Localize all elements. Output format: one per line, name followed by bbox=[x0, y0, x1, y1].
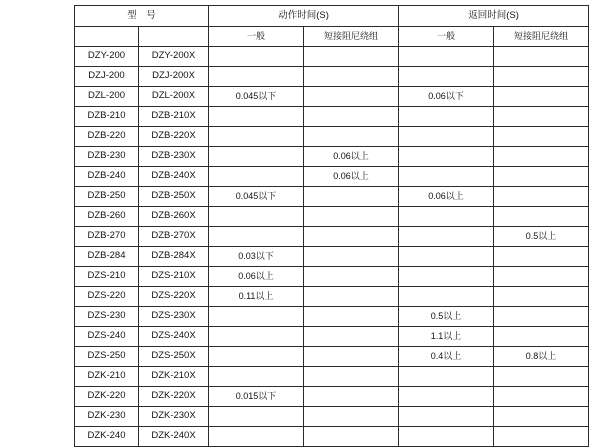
cell-model1: DZB-240 bbox=[75, 167, 139, 187]
header-model-col2 bbox=[139, 27, 209, 47]
cell-model1: DZK-240 bbox=[75, 427, 139, 447]
cell-model1: DZS-220 bbox=[75, 287, 139, 307]
header-return-normal: 一般 bbox=[399, 27, 494, 47]
cell-model2: DZB-240X bbox=[139, 167, 209, 187]
cell-action-damped bbox=[304, 207, 399, 227]
table-row bbox=[75, 227, 589, 247]
cell-return-damped bbox=[494, 187, 589, 207]
cell-action-damped: 0.06以上 bbox=[304, 167, 399, 187]
header-return-damped: 短接阻尼绕组 bbox=[494, 27, 589, 47]
cell-return-damped bbox=[494, 367, 589, 387]
cell-action-damped bbox=[304, 87, 399, 107]
cell-return-normal bbox=[399, 407, 494, 427]
cell-return-normal bbox=[399, 207, 494, 227]
table-header bbox=[75, 6, 589, 47]
table-sub-header-row bbox=[75, 27, 589, 47]
cell-model1: DZS-210 bbox=[75, 267, 139, 287]
table-row bbox=[75, 327, 589, 347]
cell-action-damped bbox=[304, 267, 399, 287]
cell-return-normal bbox=[399, 427, 494, 447]
cell-action-damped bbox=[304, 367, 399, 387]
cell-return-normal bbox=[399, 367, 494, 387]
cell-return-normal: 0.5以上 bbox=[399, 307, 494, 327]
cell-model1: DZK-220 bbox=[75, 387, 139, 407]
cell-model1: DZB-260 bbox=[75, 207, 139, 227]
cell-model2: DZK-240X bbox=[139, 427, 209, 447]
cell-model2: DZY-200X bbox=[139, 47, 209, 67]
table-row bbox=[75, 427, 589, 447]
cell-action-damped bbox=[304, 227, 399, 247]
cell-model2: DZB-270X bbox=[139, 227, 209, 247]
cell-action-normal bbox=[209, 207, 304, 227]
cell-model1: DZB-270 bbox=[75, 227, 139, 247]
cell-return-normal bbox=[399, 47, 494, 67]
header-action-time-group: 动作时间(S) bbox=[209, 6, 399, 27]
cell-model1: DZK-230 bbox=[75, 407, 139, 427]
cell-model2: DZB-230X bbox=[139, 147, 209, 167]
cell-return-normal: 0.06以下 bbox=[399, 87, 494, 107]
cell-return-damped: 0.5以上 bbox=[494, 227, 589, 247]
cell-return-damped bbox=[494, 247, 589, 267]
table-row bbox=[75, 407, 589, 427]
cell-return-normal: 1.1以上 bbox=[399, 327, 494, 347]
cell-model1: DZY-200 bbox=[75, 47, 139, 67]
cell-return-damped bbox=[494, 267, 589, 287]
table-row bbox=[75, 87, 589, 107]
table-body bbox=[75, 47, 589, 447]
cell-action-damped bbox=[304, 347, 399, 367]
cell-action-normal bbox=[209, 307, 304, 327]
cell-return-damped bbox=[494, 47, 589, 67]
cell-model1: DZK-210 bbox=[75, 367, 139, 387]
cell-action-damped bbox=[304, 127, 399, 147]
cell-model2: DZB-210X bbox=[139, 107, 209, 127]
cell-return-damped: 0.8以上 bbox=[494, 347, 589, 367]
cell-action-normal bbox=[209, 47, 304, 67]
cell-model2: DZK-210X bbox=[139, 367, 209, 387]
cell-action-damped bbox=[304, 427, 399, 447]
cell-model2: DZS-240X bbox=[139, 327, 209, 347]
cell-model1: DZS-250 bbox=[75, 347, 139, 367]
cell-action-damped bbox=[304, 107, 399, 127]
relay-timing-table bbox=[74, 5, 589, 447]
cell-model1: DZB-250 bbox=[75, 187, 139, 207]
cell-action-normal bbox=[209, 347, 304, 367]
cell-return-normal bbox=[399, 287, 494, 307]
cell-action-normal: 0.06以上 bbox=[209, 267, 304, 287]
cell-return-normal bbox=[399, 67, 494, 87]
cell-action-normal bbox=[209, 367, 304, 387]
cell-action-damped bbox=[304, 287, 399, 307]
cell-return-normal bbox=[399, 147, 494, 167]
cell-model2: DZS-220X bbox=[139, 287, 209, 307]
cell-model2: DZB-260X bbox=[139, 207, 209, 227]
cell-model2: DZK-220X bbox=[139, 387, 209, 407]
cell-return-normal bbox=[399, 267, 494, 287]
cell-model2: DZK-230X bbox=[139, 407, 209, 427]
cell-return-normal bbox=[399, 247, 494, 267]
cell-action-normal bbox=[209, 327, 304, 347]
cell-action-normal bbox=[209, 127, 304, 147]
cell-action-normal bbox=[209, 427, 304, 447]
cell-model2: DZS-230X bbox=[139, 307, 209, 327]
cell-action-normal bbox=[209, 67, 304, 87]
cell-model2: DZS-250X bbox=[139, 347, 209, 367]
cell-model2: DZS-210X bbox=[139, 267, 209, 287]
table-row bbox=[75, 387, 589, 407]
cell-return-damped bbox=[494, 387, 589, 407]
cell-return-damped bbox=[494, 87, 589, 107]
cell-return-normal: 0.4以上 bbox=[399, 347, 494, 367]
cell-model1: DZS-240 bbox=[75, 327, 139, 347]
cell-model1: DZB-220 bbox=[75, 127, 139, 147]
table-row bbox=[75, 47, 589, 67]
cell-action-normal: 0.045以下 bbox=[209, 187, 304, 207]
table-row bbox=[75, 267, 589, 287]
cell-return-damped bbox=[494, 207, 589, 227]
header-return-time-group: 返回时间(S) bbox=[399, 6, 589, 27]
cell-return-damped bbox=[494, 127, 589, 147]
cell-model2: DZB-250X bbox=[139, 187, 209, 207]
cell-return-normal bbox=[399, 127, 494, 147]
cell-action-damped bbox=[304, 47, 399, 67]
cell-action-normal bbox=[209, 227, 304, 247]
cell-return-normal bbox=[399, 387, 494, 407]
cell-model2: DZB-284X bbox=[139, 247, 209, 267]
cell-action-damped bbox=[304, 327, 399, 347]
cell-model1: DZJ-200 bbox=[75, 67, 139, 87]
header-model-col1 bbox=[75, 27, 139, 47]
cell-return-damped bbox=[494, 67, 589, 87]
cell-action-damped bbox=[304, 307, 399, 327]
cell-return-damped bbox=[494, 427, 589, 447]
table-group-header-row bbox=[75, 6, 589, 27]
cell-model1: DZB-210 bbox=[75, 107, 139, 127]
table-row bbox=[75, 67, 589, 87]
cell-return-damped bbox=[494, 167, 589, 187]
cell-action-damped bbox=[304, 407, 399, 427]
cell-action-normal bbox=[209, 107, 304, 127]
table-row bbox=[75, 367, 589, 387]
cell-return-damped bbox=[494, 307, 589, 327]
cell-return-normal bbox=[399, 227, 494, 247]
table-row bbox=[75, 247, 589, 267]
cell-action-normal bbox=[209, 147, 304, 167]
cell-action-damped bbox=[304, 387, 399, 407]
cell-action-normal: 0.045以下 bbox=[209, 87, 304, 107]
cell-return-damped bbox=[494, 147, 589, 167]
table-row bbox=[75, 107, 589, 127]
table-row bbox=[75, 347, 589, 367]
cell-action-normal bbox=[209, 407, 304, 427]
cell-return-normal: 0.06以上 bbox=[399, 187, 494, 207]
cell-action-normal: 0.11以上 bbox=[209, 287, 304, 307]
cell-action-damped bbox=[304, 187, 399, 207]
cell-action-normal: 0.03以下 bbox=[209, 247, 304, 267]
cell-model1: DZB-230 bbox=[75, 147, 139, 167]
cell-model2: DZL-200X bbox=[139, 87, 209, 107]
table-row bbox=[75, 207, 589, 227]
table-row bbox=[75, 167, 589, 187]
cell-action-damped bbox=[304, 247, 399, 267]
table-row bbox=[75, 287, 589, 307]
cell-action-normal bbox=[209, 167, 304, 187]
table-row bbox=[75, 307, 589, 327]
cell-return-damped bbox=[494, 327, 589, 347]
cell-model1: DZS-230 bbox=[75, 307, 139, 327]
cell-model2: DZJ-200X bbox=[139, 67, 209, 87]
cell-return-damped bbox=[494, 407, 589, 427]
table-row bbox=[75, 127, 589, 147]
cell-action-normal: 0.015以下 bbox=[209, 387, 304, 407]
table-row bbox=[75, 187, 589, 207]
header-action-normal: 一般 bbox=[209, 27, 304, 47]
cell-model1: DZB-284 bbox=[75, 247, 139, 267]
cell-action-damped bbox=[304, 67, 399, 87]
cell-action-damped: 0.06以上 bbox=[304, 147, 399, 167]
cell-return-damped bbox=[494, 107, 589, 127]
cell-return-damped bbox=[494, 287, 589, 307]
cell-return-normal bbox=[399, 167, 494, 187]
table-row bbox=[75, 147, 589, 167]
cell-model1: DZL-200 bbox=[75, 87, 139, 107]
header-action-damped: 短接阻尼绕组 bbox=[304, 27, 399, 47]
cell-model2: DZB-220X bbox=[139, 127, 209, 147]
cell-return-normal bbox=[399, 107, 494, 127]
header-model-group: 型 号 bbox=[75, 6, 209, 27]
